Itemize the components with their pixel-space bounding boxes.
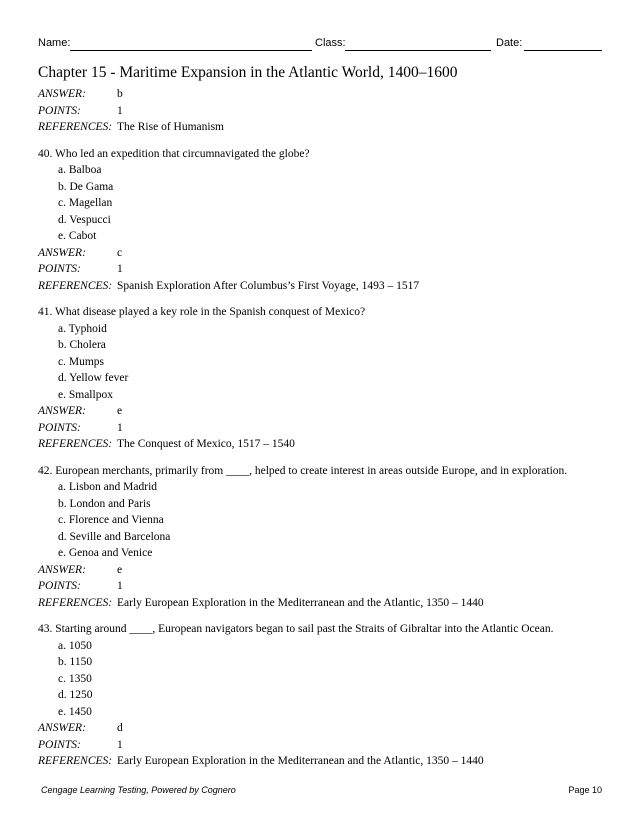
- class-line: [345, 50, 491, 51]
- option-b: b. De Gama: [58, 180, 114, 193]
- points-label: POINTS:: [38, 263, 81, 275]
- option-c: c. 1350: [58, 672, 92, 685]
- worksheet-header: [38, 37, 602, 53]
- option-c: c. Mumps: [58, 355, 104, 368]
- references-label: REFERENCES:: [38, 438, 113, 450]
- question-43: [38, 621, 602, 770]
- references-row: [38, 595, 602, 612]
- points-value: 1: [117, 263, 123, 275]
- points-row: [38, 103, 602, 120]
- points-label: POINTS:: [38, 104, 81, 117]
- date-label: Date:: [496, 37, 523, 49]
- references-row: [38, 119, 602, 136]
- option-c: c. Florence and Vienna: [58, 514, 164, 526]
- option-e: e. Smallpox: [58, 388, 113, 401]
- name-label: Name:: [38, 37, 71, 49]
- references-value: The Rise of Humanism: [117, 121, 224, 133]
- option-a: a. 1050: [58, 639, 92, 652]
- references-row: [38, 753, 602, 770]
- answer-row: [38, 720, 602, 737]
- references-label: REFERENCES:: [38, 596, 113, 609]
- option-d: d. Vespucci: [58, 213, 111, 226]
- option-e: e. 1450: [58, 705, 92, 718]
- option-d: d. Seville and Barcelona: [58, 530, 171, 543]
- references-label: REFERENCES:: [38, 755, 113, 767]
- references-label: REFERENCES:: [38, 121, 113, 133]
- question-text: 42. European merchants, primarily from ____, helped to create interest in areas outside Europe, and in exploration.: [38, 464, 568, 477]
- question-text: 43. Starting around ____, European navigators began to sail past the Straits of Gibraltar into the Atlantic Ocean.: [38, 623, 554, 635]
- references-value: Spanish Exploration After Columbus’s First Voyage, 1493 – 1517: [117, 279, 420, 292]
- answer-label: ANSWER:: [38, 722, 86, 734]
- date-line: [524, 50, 602, 51]
- points-row: [38, 578, 602, 595]
- answer-label: ANSWER:: [38, 246, 86, 259]
- answer-value: e: [117, 563, 123, 576]
- page-footer: [38, 785, 602, 799]
- points-label: POINTS:: [38, 580, 81, 592]
- answer-value: c: [117, 246, 123, 259]
- answer-row: [38, 562, 602, 579]
- references-row: [38, 278, 602, 295]
- question-41: [38, 304, 602, 453]
- option-a: a. Balboa: [58, 164, 102, 176]
- answer-value: d: [117, 722, 123, 734]
- references-value: Early European Exploration in the Mediterranean and the Atlantic, 1350 – 1440: [117, 755, 484, 767]
- page-number: Page 10: [568, 785, 602, 795]
- option-b: b. London and Paris: [58, 497, 151, 510]
- footer-credit: Cengage Learning Testing, Powered by Cognero: [41, 785, 236, 795]
- references-row: [38, 436, 602, 453]
- answer-row: [38, 403, 602, 420]
- answer-label: ANSWER:: [38, 563, 86, 576]
- points-value: 1: [117, 738, 123, 751]
- references-value: Early European Exploration in the Mediterranean and the Atlantic, 1350 – 1440: [117, 596, 484, 609]
- points-row: [38, 261, 602, 278]
- points-label: POINTS:: [38, 738, 81, 751]
- answer-label: ANSWER:: [38, 405, 86, 417]
- points-row: [38, 420, 602, 437]
- answer-value: e: [117, 405, 123, 417]
- option-c: c. Magellan: [58, 197, 113, 209]
- question-list: [38, 86, 602, 770]
- option-b: b. 1150: [58, 656, 93, 668]
- answer-row: [38, 86, 602, 103]
- points-value: 1: [117, 421, 123, 434]
- points-value: 1: [117, 104, 123, 117]
- answer-value: b: [117, 88, 123, 100]
- option-a: a. Lisbon and Madrid: [58, 481, 158, 493]
- question-42: [38, 463, 602, 612]
- option-b: b. Cholera: [58, 339, 106, 351]
- option-d: d. 1250: [58, 689, 93, 701]
- option-d: d. Yellow fever: [58, 372, 129, 384]
- class-label: Class:: [315, 37, 346, 49]
- answer-label: ANSWER:: [38, 88, 86, 100]
- answer-row: [38, 245, 602, 262]
- points-row: [38, 737, 602, 754]
- chapter-title: Chapter 15 - Maritime Expansion in the Atlantic World, 1400–1600: [38, 64, 458, 81]
- option-e: e. Cabot: [58, 230, 97, 242]
- name-line: [70, 50, 312, 51]
- references-value: The Conquest of Mexico, 1517 – 1540: [117, 438, 295, 450]
- points-label: POINTS:: [38, 421, 81, 434]
- option-e: e. Genoa and Venice: [58, 547, 153, 559]
- question-40: [38, 146, 602, 295]
- question-text: 40. Who led an expedition that circumnavigated the globe?: [38, 147, 310, 160]
- points-value: 1: [117, 580, 123, 592]
- previous-item-meta: [38, 86, 602, 136]
- question-text: 41. What disease played a key role in the Spanish conquest of Mexico?: [38, 306, 366, 318]
- references-label: REFERENCES:: [38, 279, 113, 292]
- option-a: a. Typhoid: [58, 322, 107, 335]
